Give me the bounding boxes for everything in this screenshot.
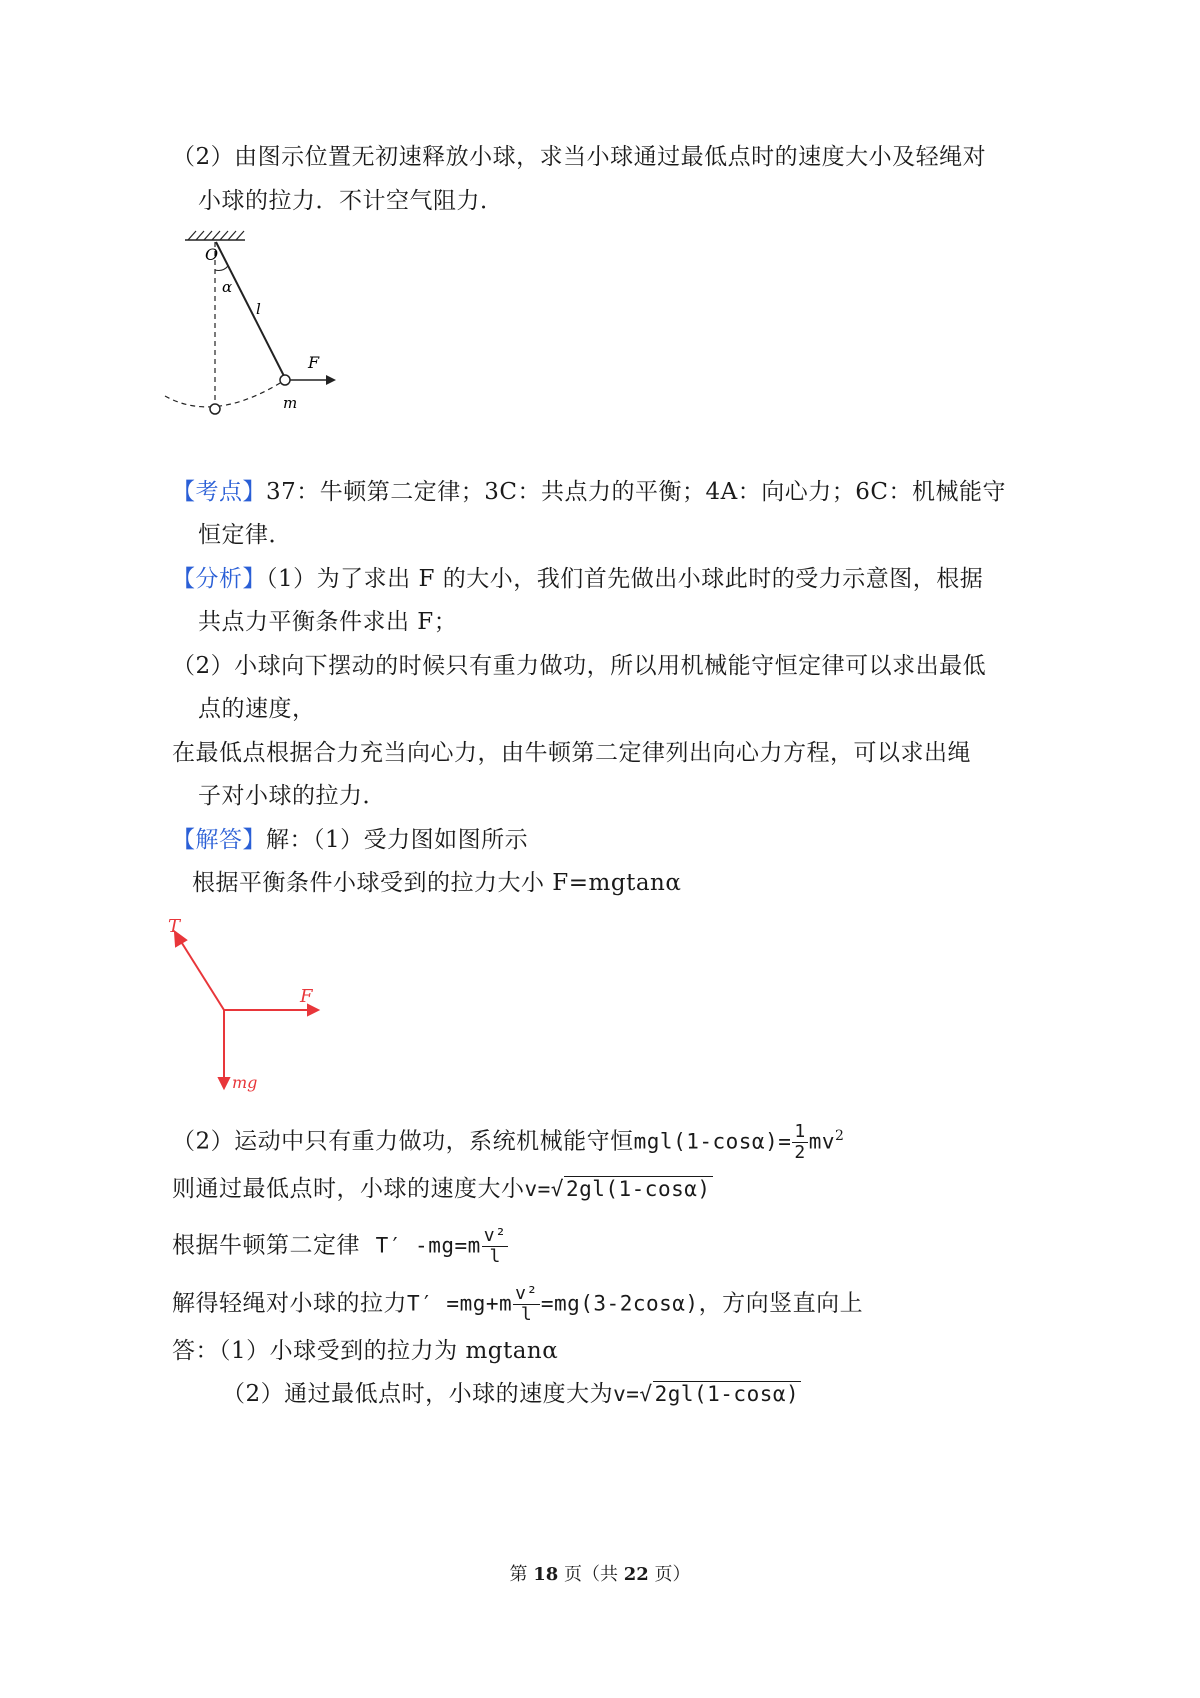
jieda-line-2: 根据平衡条件小球受到的拉力大小 F=mgtanα bbox=[192, 870, 682, 896]
question-line-2: 小球的拉力．不计空气阻力． bbox=[198, 188, 504, 214]
fenxi-line-6: 子对小球的拉力． bbox=[198, 783, 386, 809]
label-f2: F bbox=[300, 986, 313, 1007]
step2-eq-right: mv bbox=[808, 1129, 835, 1154]
step5-eq-left: T′ =mg+m bbox=[407, 1291, 513, 1316]
step2-frac-den: 2 bbox=[794, 1142, 806, 1164]
step4-line bbox=[172, 1226, 509, 1267]
fenxi-line-2: 共点力平衡条件求出 F； bbox=[198, 609, 458, 635]
pendulum-figure bbox=[160, 228, 360, 428]
answer-line2-root: 2gl(1-cosα) bbox=[654, 1382, 800, 1406]
fenxi-line-1 bbox=[172, 565, 983, 593]
kaodian-line-1 bbox=[172, 478, 1006, 506]
label-alpha: α bbox=[222, 278, 233, 296]
fenxi-line-3: （2）小球向下摆动的时候只有重力做功，所以用机械能守恒定律可以求出最低 bbox=[172, 653, 987, 679]
step3-eq-root: 2gl(1-cosα) bbox=[565, 1177, 711, 1201]
fenxi-tag: 【分析】 bbox=[172, 566, 266, 592]
step2-line bbox=[172, 1122, 844, 1163]
step5-text: 解得轻绳对小球的拉力 bbox=[172, 1290, 407, 1317]
footer-pre: 第 bbox=[509, 1564, 528, 1585]
footer-mid: 页（共 bbox=[564, 1564, 618, 1585]
step5-frac-num: v² bbox=[515, 1283, 538, 1304]
answer-line2-text: （2）通过最低点时，小球的速度大为 bbox=[222, 1381, 614, 1407]
force-diagram bbox=[160, 910, 340, 1100]
step3-eq-v: v=√ bbox=[524, 1177, 564, 1201]
step2-eq-exp: 2 bbox=[835, 1128, 845, 1144]
question-line-1: （2）由图示位置无初速释放小球，求当小球通过最低点时的速度大小及轻绳对 bbox=[172, 144, 987, 170]
step4-fraction bbox=[482, 1226, 509, 1267]
fenxi-text: （1）为了求出 F 的大小，我们首先做出小球此时的受力示意图，根据 bbox=[266, 566, 984, 592]
step5-line bbox=[172, 1284, 863, 1325]
kaodian-text: 37：牛顿第二定律；3C：共点力的平衡；4A：向心力；6C：机械能守 bbox=[266, 479, 1006, 505]
label-o: O bbox=[205, 245, 219, 264]
step2-fraction bbox=[792, 1122, 807, 1163]
step4-eq-left: T′ -mg=m bbox=[375, 1233, 481, 1258]
label-mg: mg bbox=[232, 1073, 258, 1092]
jieda-text: 解：（1）受力图如图所示 bbox=[266, 827, 529, 853]
step2-text: （2）运动中只有重力做功，系统机械能守恒 bbox=[172, 1128, 634, 1155]
answer-line2-v: v=√ bbox=[613, 1382, 653, 1406]
step3-line bbox=[172, 1175, 713, 1203]
label-l: l bbox=[256, 300, 261, 318]
label-f: F bbox=[308, 353, 320, 372]
footer-total-pages: 22 bbox=[623, 1564, 649, 1585]
footer-page-number: 18 bbox=[533, 1564, 559, 1585]
answer-line-1: 答：（1）小球受到的拉力为 mgtanα bbox=[172, 1338, 559, 1364]
fenxi-line-4: 点的速度， bbox=[198, 696, 316, 722]
step5-text-after: ，方向竖直向上 bbox=[698, 1290, 864, 1317]
label-m: m bbox=[283, 394, 298, 412]
footer-post: 页） bbox=[654, 1564, 691, 1585]
step5-frac-den: l bbox=[520, 1304, 533, 1325]
step4-frac-den: l bbox=[489, 1246, 501, 1267]
step3-text: 则通过最低点时，小球的速度大小 bbox=[172, 1176, 525, 1202]
jieda-line-1 bbox=[172, 826, 528, 854]
fenxi-line-5: 在最低点根据合力充当向心力，由牛顿第二定律列出向心力方程，可以求出绳 bbox=[172, 740, 971, 766]
step2-eq-left: mgl(1-cosα)= bbox=[633, 1129, 792, 1154]
kaodian-tag: 【考点】 bbox=[172, 479, 266, 505]
step4-frac-num: v² bbox=[483, 1225, 507, 1246]
label-t: T bbox=[168, 916, 181, 937]
step5-fraction bbox=[513, 1284, 540, 1325]
jieda-tag: 【解答】 bbox=[172, 827, 266, 853]
step4-text: 根据牛顿第二定律 bbox=[172, 1232, 360, 1259]
step2-frac-num: 1 bbox=[794, 1121, 806, 1143]
page-footer bbox=[0, 1560, 1200, 1586]
kaodian-line-2: 恒定律． bbox=[198, 522, 292, 548]
step5-eq-right: =mg(3-2cosα) bbox=[540, 1291, 699, 1316]
answer-line-2 bbox=[222, 1380, 801, 1408]
